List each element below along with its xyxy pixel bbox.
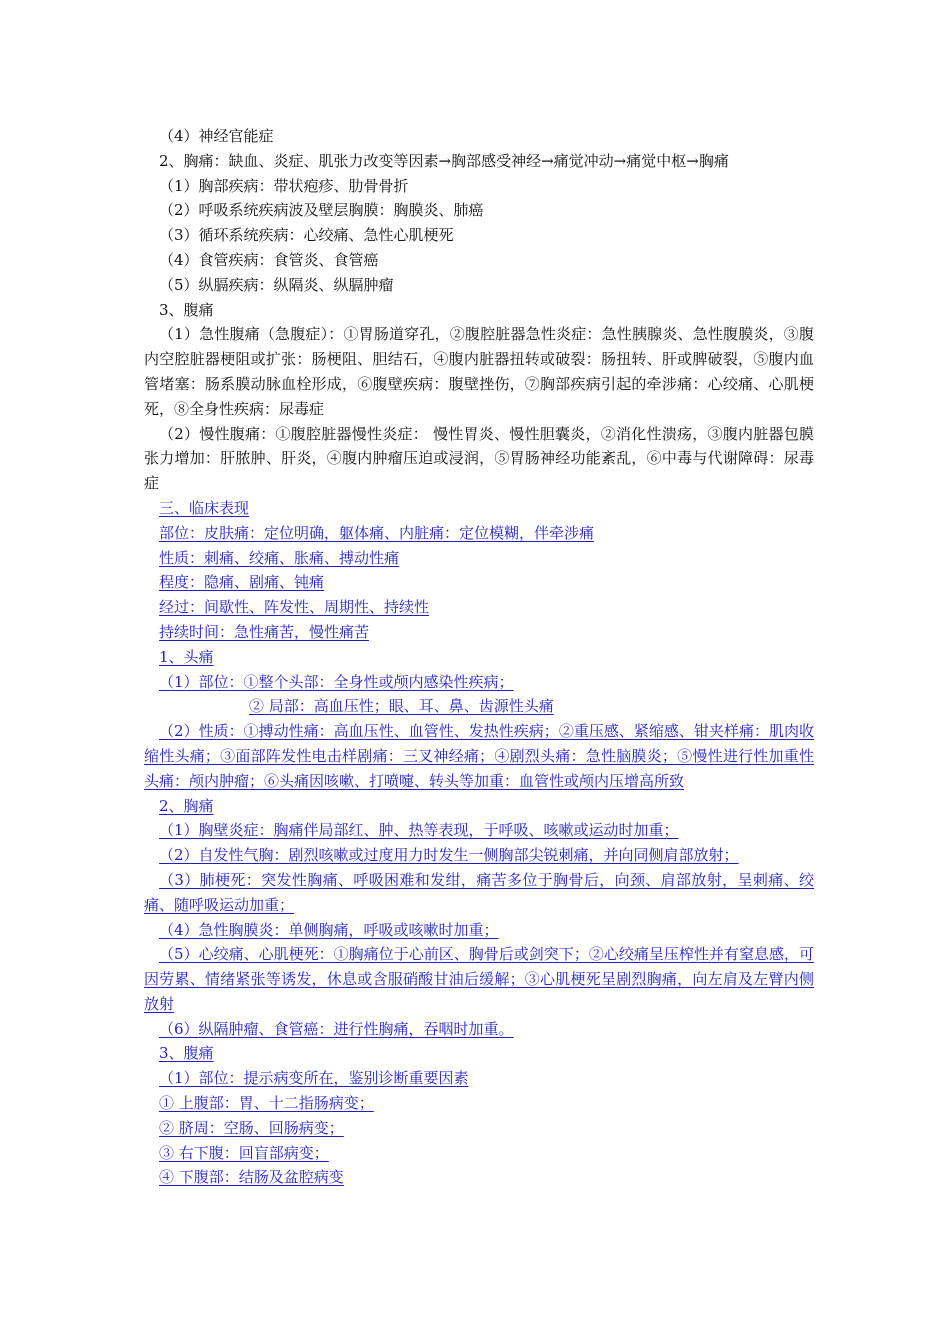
chest-cause-2: （2）呼吸系统疾病波及壁层胸膜：胸膜炎、肺癌 [159,201,484,220]
clinical-site[interactable]: 部位：皮肤痛：定位明确，躯体痛、内脏痛：定位模糊，伴牵涉痛 [159,523,595,542]
chest-clinical-6[interactable]: （6）纵隔肿瘤、食管癌：进行性胸痛，吞咽时加重。 [159,1019,514,1038]
chest-clinical-4[interactable]: （4）急性胸膜炎：单侧胸痛，呼吸或咳嗽时加重； [159,920,499,939]
neurosis-line: （4）神经官能症 [159,127,274,145]
chest-clinical-1[interactable]: （1）胸壁炎症：胸痛伴局部红、肿、热等表现，于呼吸、咳嗽或运动时加重； [159,821,679,840]
headache-site-1[interactable]: （1）部位：①整个头部：全身性或颅内感染性疾病； [159,672,514,691]
headache-nature[interactable]: （2）性质：①搏动性痛：高血压性、血管性、发热性疾病；②重压感、紧缩感、钳夹样痛：肌肉收缩性头痛；③面部阵发性电击样剧痛：三叉神经痛；④剧烈头痛：急性脑膜炎；⑤慢性进行性加重性头痛：颅内肿瘤；⑥头痛因咳嗽、打喷嚏、转头等加重：血管性或颅内压增高所致 [144,722,814,790]
chest-clinical-title[interactable]: 2、胸痛 [159,796,214,815]
clinical-degree[interactable]: 程度：隐痛、剧痛、钝痛 [159,573,325,592]
abdomen-clinical-5[interactable]: ④ 下腹部：结肠及盆腔病变 [159,1168,344,1187]
abdomen-clinical-4[interactable]: ③ 右下腹：回盲部病变； [159,1143,329,1162]
chest-clinical-3[interactable]: （3）肺梗死：突发性胸痛、呼吸困难和发绀，痛苦多位于胸骨后，向颈、肩部放射，呈刺痛、绞痛、随呼吸运动加重； [144,870,814,914]
headache-site-2[interactable]: ② 局部：高血压性；眼、耳、鼻、齿源性头痛 [249,697,554,716]
chest-clinical-5[interactable]: （5）心绞痛、心肌梗死：①胸痛位于心前区、胸骨后或剑突下；②心绞痛呈压榨性并有窒息感，可因劳累、情绪紧张等诱发，休息或含服硝酸甘油后缓解；③心肌梗死呈剧烈胸痛，向左肩及左臂内侧放射 [144,945,814,1013]
chest-cause-1: （1）胸部疾病：带状疱疹、肋骨骨折 [159,176,409,195]
chest-cause-4: （4）食管疾病：食管炎、食管癌 [159,250,379,269]
document-page [144,124,814,1190]
chest-pain-heading: 2、胸痛：缺血、炎症、肌张力改变等因素→胸部感受神经→痛觉冲动→痛觉中枢→胸痛 [159,151,729,170]
chest-cause-3: （3）循环系统疾病：心绞痛、急性心肌梗死 [159,226,454,245]
abdominal-pain-heading: 3、腹痛 [159,300,214,319]
chronic-abdominal-pain-paragraph: （2）慢性腹痛：①腹腔脏器慢性炎症： 慢性胃炎、慢性胆囊炎，②消化性溃疡，③腹内脏器包膜张力增加：肝脓肿、肝炎，④腹内肿瘤压迫或浸润，⑤胃肠神经功能紊乱，⑥中毒与代谢障碍：尿毒症 [144,424,814,493]
headache-title[interactable]: 1、头痛 [159,647,214,666]
clinical-duration[interactable]: 持续时间：急性痛苦，慢性痛苦 [159,622,370,641]
acute-abdominal-pain-paragraph: （1）急性腹痛（急腹症）：①胃肠道穿孔，②腹腔脏器急性炎症：急性胰腺炎、急性腹膜炎，③腹内空腔脏器梗阻或扩张：肠梗阻、胆结石，④腹内脏器扭转或破裂：肠扭转、肝或脾破裂，⑤腹内血管堵塞：肠系膜动脉血栓形成，⑥腹壁疾病：腹壁挫伤，⑦胸部疾病引起的牵涉痛：心绞痛、心肌梗死，⑧全身性疾病：尿毒症 [144,325,814,418]
chest-cause-5: （5）纵膈疾病：纵隔炎、纵膈肿瘤 [159,275,394,294]
clinical-nature[interactable]: 性质：刺痛、绞痛、胀痛、搏动性痛 [159,548,400,567]
clinical-heading[interactable]: 三、临床表现 [159,498,250,517]
abdomen-clinical-title[interactable]: 3、腹痛 [159,1044,214,1063]
abdomen-clinical-1[interactable]: （1）部位：提示病变所在，鉴别诊断重要因素 [159,1069,469,1088]
chest-clinical-2[interactable]: （2）自发性气胸：剧烈咳嗽或过度用力时发生一侧胸部尖锐刺痛，并向同侧肩部放射； [159,846,739,865]
abdomen-clinical-3[interactable]: ② 脐周：空肠、回肠病变； [159,1118,344,1137]
abdomen-clinical-2[interactable]: ① 上腹部：胃、十二指肠病变； [159,1094,374,1113]
clinical-course[interactable]: 经过：间歇性、阵发性、周期性、持续性 [159,598,430,617]
